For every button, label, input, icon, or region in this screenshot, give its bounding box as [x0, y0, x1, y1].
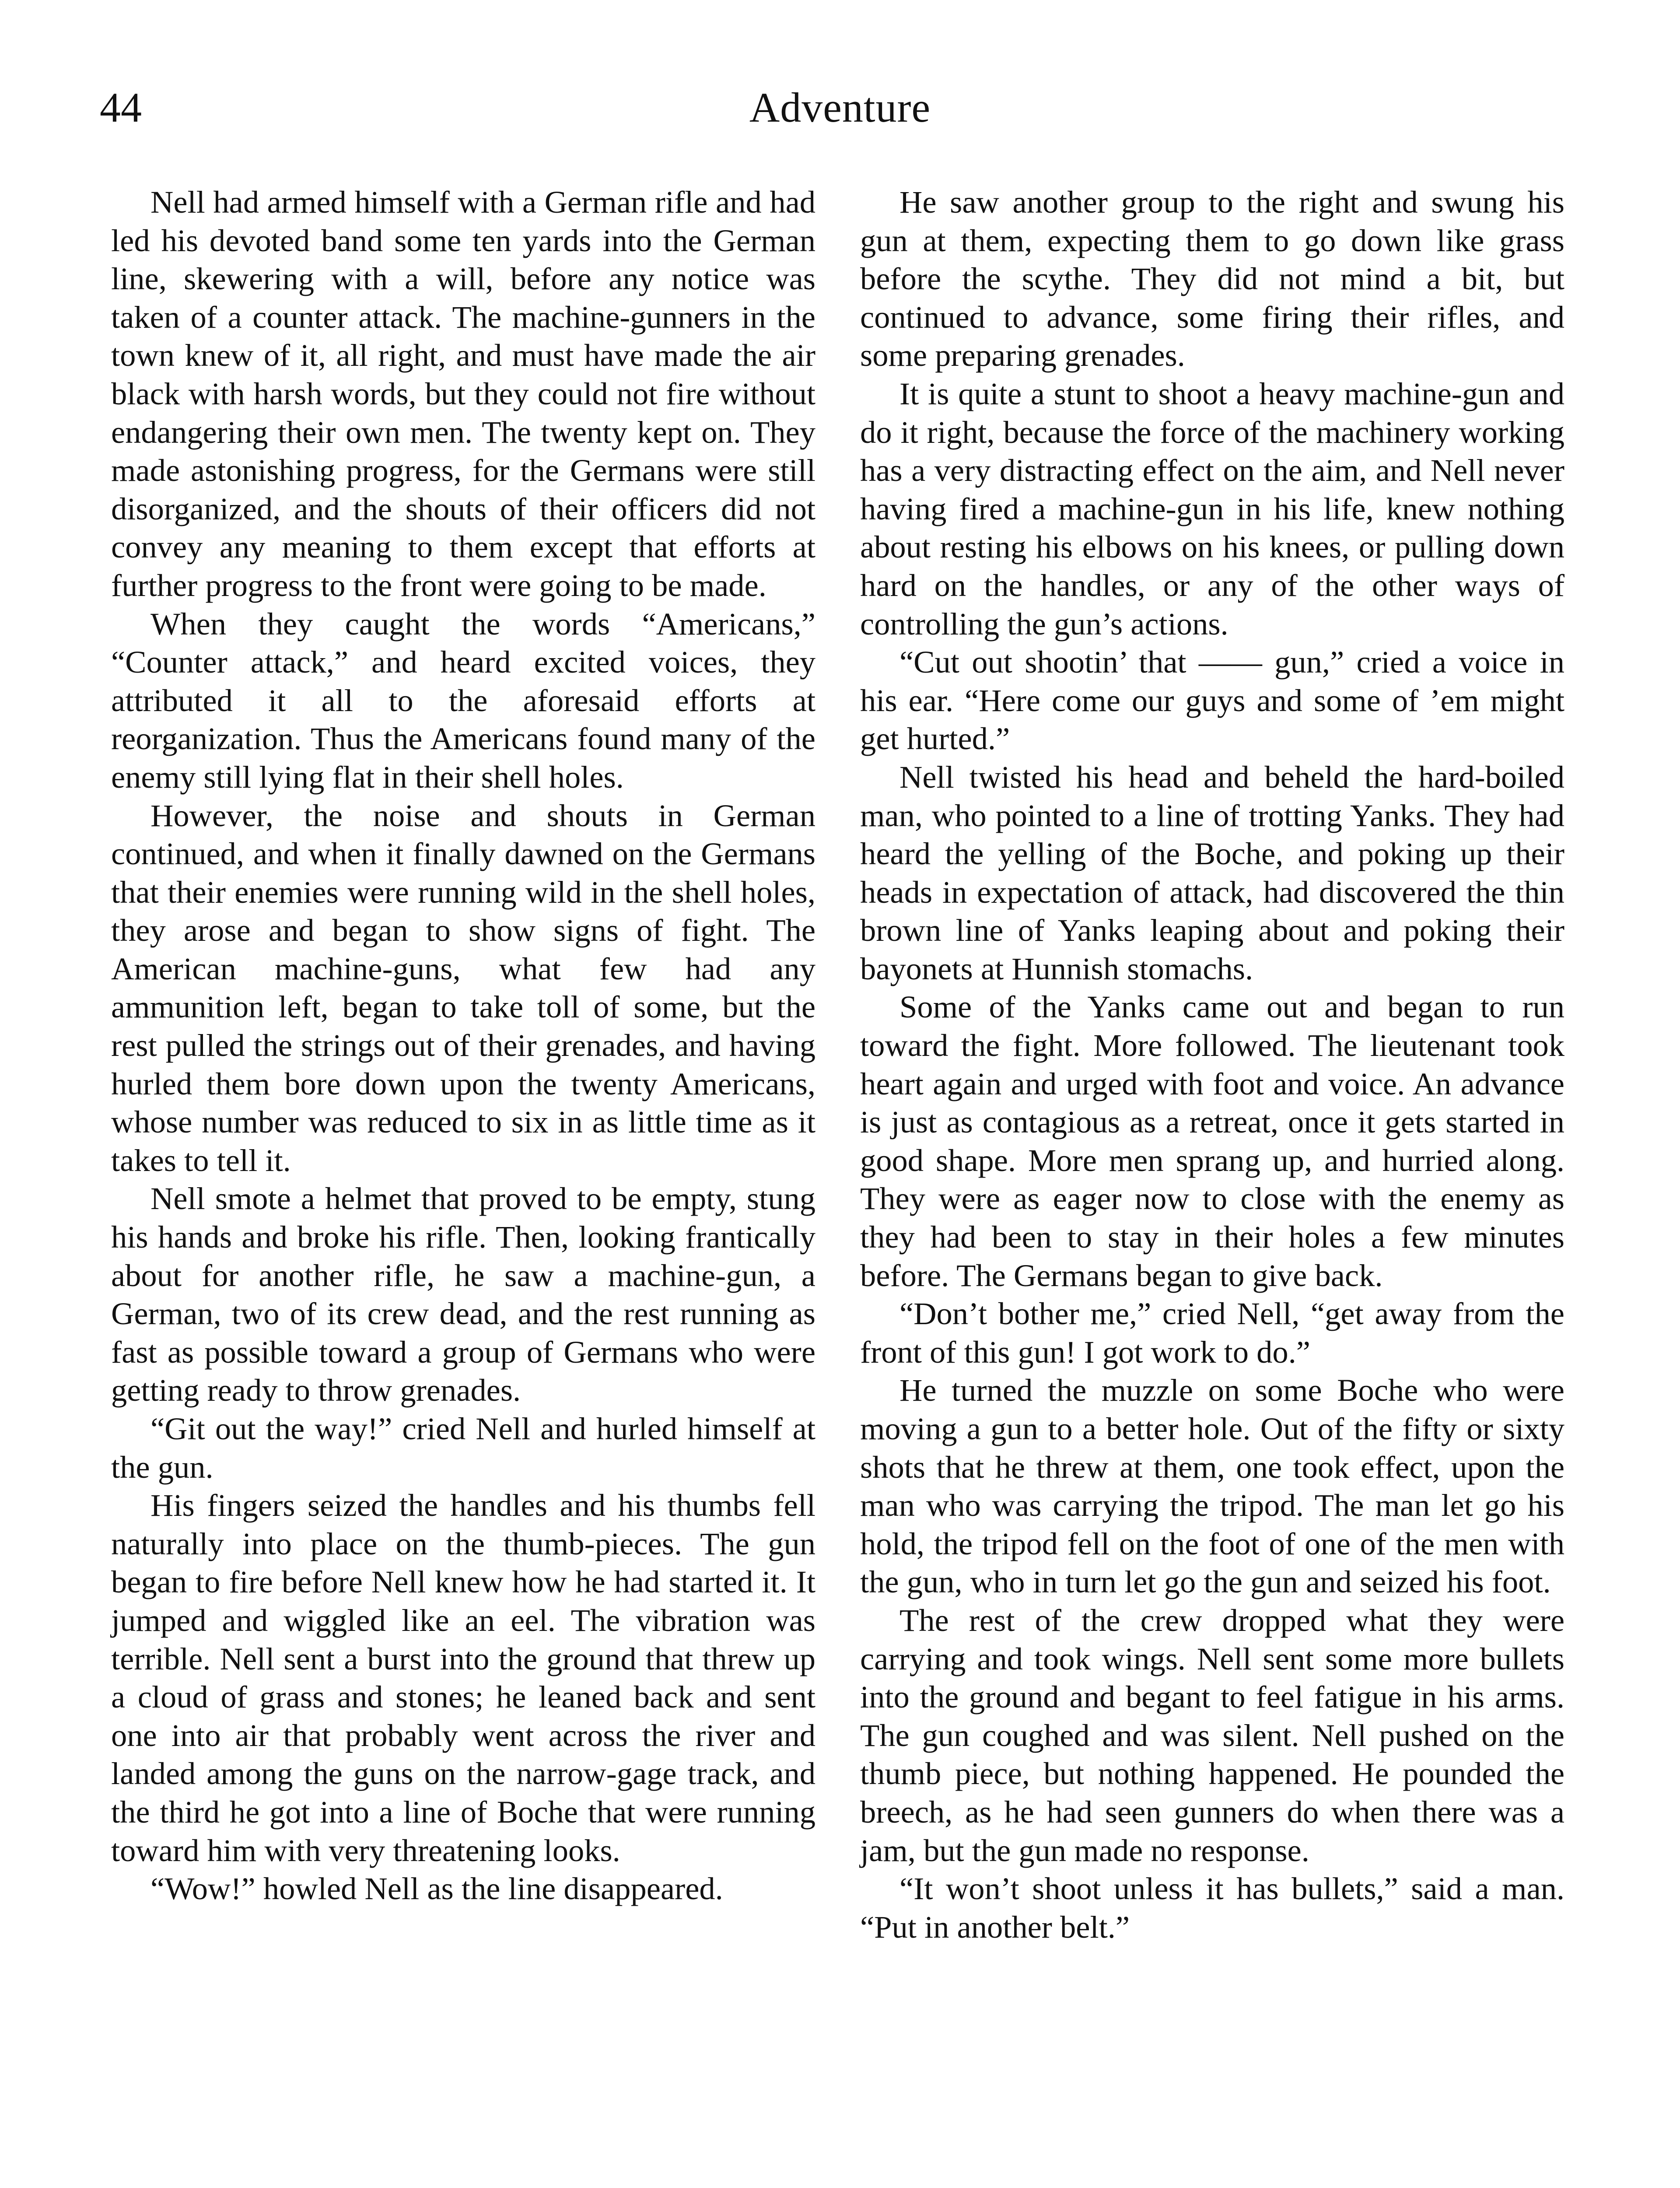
- paragraph: His fingers seized the handles and his thumbs fell naturally into place on the thumb-pieces. The gun began to fire before Nell knew how he had started it. It jumped and wiggled like an eel. The vibration was terrible. Nell sent a burst into the ground that threw up a cloud of grass and stones; he leaned back and sent one into air that probably went across the river and landed among the guns on the narrow-gage track, and the third he got into a line of Boche that were running toward him with very threatening looks.: [111, 1487, 816, 1868]
- page-number: 44: [100, 84, 142, 131]
- paragraph: Nell had armed himself with a German rifle and had led his devoted band some ten yards into the German line, skewering with a will, before any notice was taken of a counter attack. The machine-gunners in the town knew of it, all right, and must have made the air black with harsh words, but they could not fire without endangering their own men. The twenty kept on. They made astonishing progress, for the Germans were still disorganized, and the shouts of their officers did not convey any meaning to them except that efforts at further progress to the front were going to be made.: [111, 184, 816, 603]
- paragraph: The rest of the crew dropped what they were carrying and took wings. Nell sent some more bullets into the ground and begant to feel fatigue in his arms. The gun coughed and was silent. Nell pushed on the thumb piece, but nothing happened. He pounded the breech, as he had seen gunners do when there was a jam, but the gun made no response.: [860, 1602, 1564, 1868]
- paragraph: It is quite a stunt to shoot a heavy machine-gun and do it right, because the force of the machinery working has a very distracting effect on the aim, and Nell never having fired a machine-gun in his life, knew nothing about resting his elbows on his knees, or pulling down hard on the handles, or any of the other ways of controlling the gun’s actions.: [860, 375, 1564, 642]
- running-head: Adventure: [749, 84, 931, 131]
- paragraph: Nell twisted his head and beheld the hard-boiled man, who pointed to a line of trotting Yanks. They had heard the yelling of the Boche, and poking up their heads in expectation of attack, had discovered the thin brown line of Yanks leaping about and poking their bayonets at Hunnish stomachs.: [860, 759, 1564, 986]
- paragraph: He saw another group to the right and swung his gun at them, expecting them to go down like grass before the scythe. They did not mind a bit, but continued to advance, some firing their rifles, and some preparing grenades.: [860, 184, 1564, 373]
- paragraph: “Git out the way!” cried Nell and hurled himself at the gun.: [111, 1411, 816, 1485]
- paragraph: “Don’t bother me,” cried Nell, “get away from the front of this gun! I got work to do.”: [860, 1296, 1564, 1370]
- paragraph: “Cut out shootin’ that —— gun,” cried a voice in his ear. “Here come our guys and some of ’em might get hurted.”: [860, 644, 1564, 757]
- paragraph: Some of the Yanks came out and began to run toward the fight. More followed. The lieutenant took heart again and urged with foot and voice. An advance is just as contagious as a retreat, once it gets started in good shape. More men sprang up, and hurried along. They were as eager now to close with the enemy as they had been to stay in their holes a few minutes before. The Germans began to give back.: [860, 989, 1564, 1293]
- paragraph: Nell smote a helmet that proved to be empty, stung his hands and broke his rifle. Then, looking frantically about for another rifle, he saw a machine-gun, a German, two of its crew dead, and the rest running as fast as possible toward a group of Germans who were getting ready to throw grenades.: [111, 1181, 816, 1408]
- left-column: [111, 183, 816, 1908]
- right-column: [860, 183, 1564, 1946]
- paragraph: However, the noise and shouts in German continued, and when it finally dawned on the Germans that their enemies were running wild in the shell holes, they arose and began to show signs of fight. The American machine-guns, what few had any ammunition left, began to take toll of some, but the rest pulled the strings out of their grenades, and having hurled them bore down upon the twenty Americans, whose number was reduced to six in as little time as it takes to tell it.: [111, 797, 816, 1178]
- paragraph: “Wow!” howled Nell as the line disappeared.: [150, 1871, 723, 1907]
- paragraph: He turned the muzzle on some Boche who were moving a gun to a better hole. Out of the fifty or sixty shots that he threw at them, one took effect, upon the man who was carrying the tripod. The man let go his hold, the tripod fell on the foot of one of the men with the gun, who in turn let go the gun and seized his foot.: [860, 1372, 1564, 1600]
- paragraph: When they caught the words “Americans,” “Counter attack,” and heard excited voices, they attributed it all to the aforesaid efforts at reorganization. Thus the Americans found many of the enemy still lying flat in their shell holes.: [111, 606, 816, 795]
- paragraph: “It won’t shoot unless it has bullets,” said a man. “Put in another belt.”: [860, 1871, 1564, 1945]
